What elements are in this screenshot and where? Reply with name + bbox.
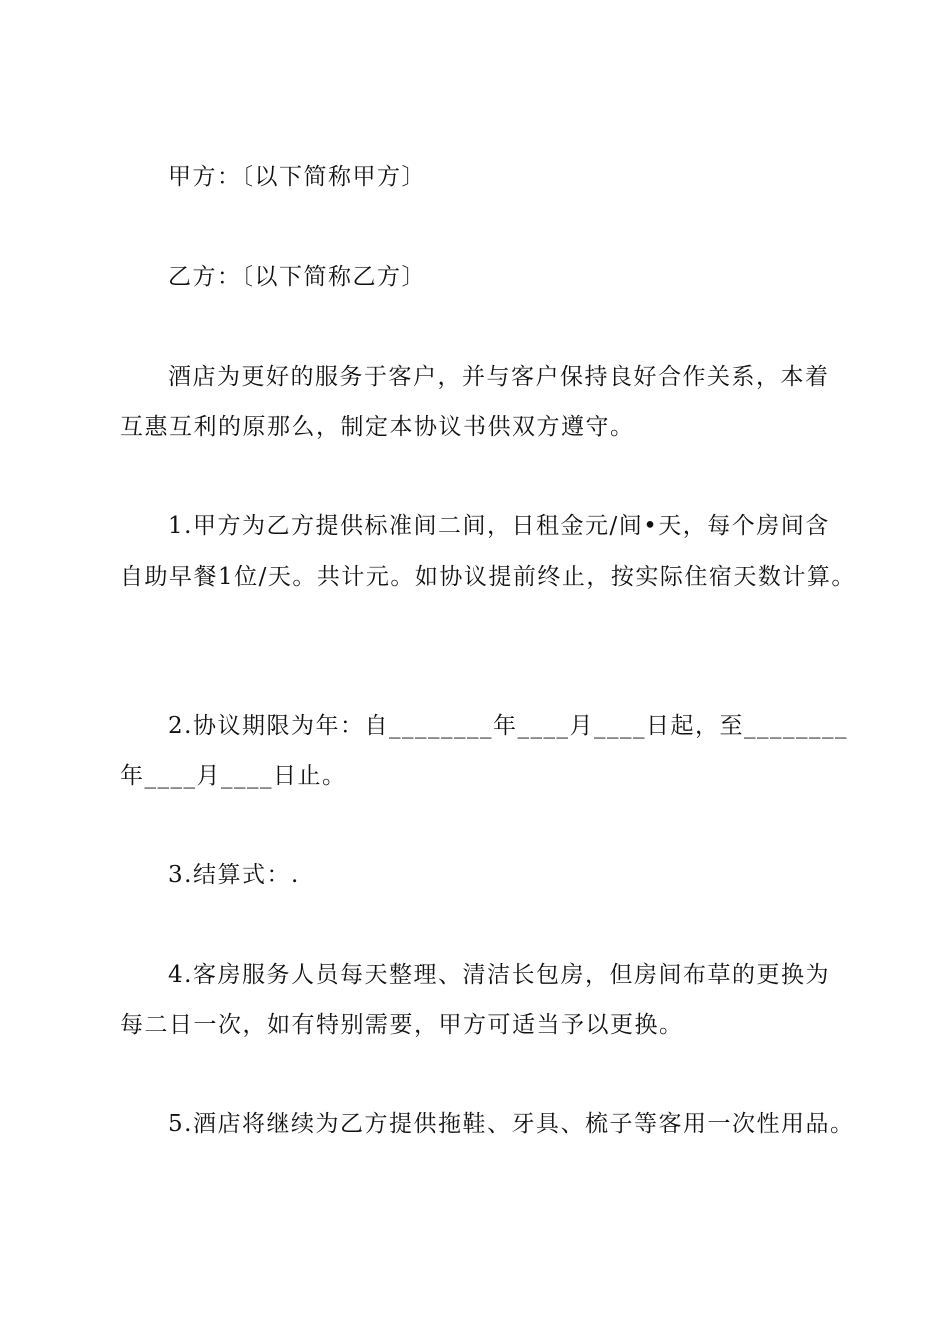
clause5-line: 5.酒店将继续为乙方提供拖鞋、牙具、梳子等客用一次性用品。 — [168, 1111, 855, 1137]
intro-line-2: 互惠互利的原那么，制定本协议书供双方遵守。 — [120, 414, 635, 440]
party-a-line: 甲方：〔以下简称甲方〕 — [168, 164, 426, 190]
clause1-line-2: 自助早餐1位/天。共计元。如协议提前终止，按实际住宿天数计算。 — [120, 564, 856, 590]
clause2-line-2: 年____月____日止。 — [120, 763, 347, 789]
clause1-line-1: 1.甲方为乙方提供标准间二间，日租金元/间•天，每个房间含 — [168, 513, 830, 539]
intro-line-1: 酒店为更好的服务于客户，并与客户保持良好合作关系，本着 — [168, 364, 830, 390]
party-b-line: 乙方：〔以下简称乙方〕 — [168, 264, 426, 290]
clause4-line-2: 每二日一次，如有特别需要，甲方可适当予以更换。 — [120, 1012, 684, 1038]
clause2-line-1: 2.协议期限为年：自________年____月____日起，至________ — [168, 713, 848, 739]
clause4-line-1: 4.客房服务人员每天整理、清洁长包房，但房间布草的更换为 — [168, 962, 830, 988]
clause3-line: 3.结算式：. — [168, 862, 300, 888]
